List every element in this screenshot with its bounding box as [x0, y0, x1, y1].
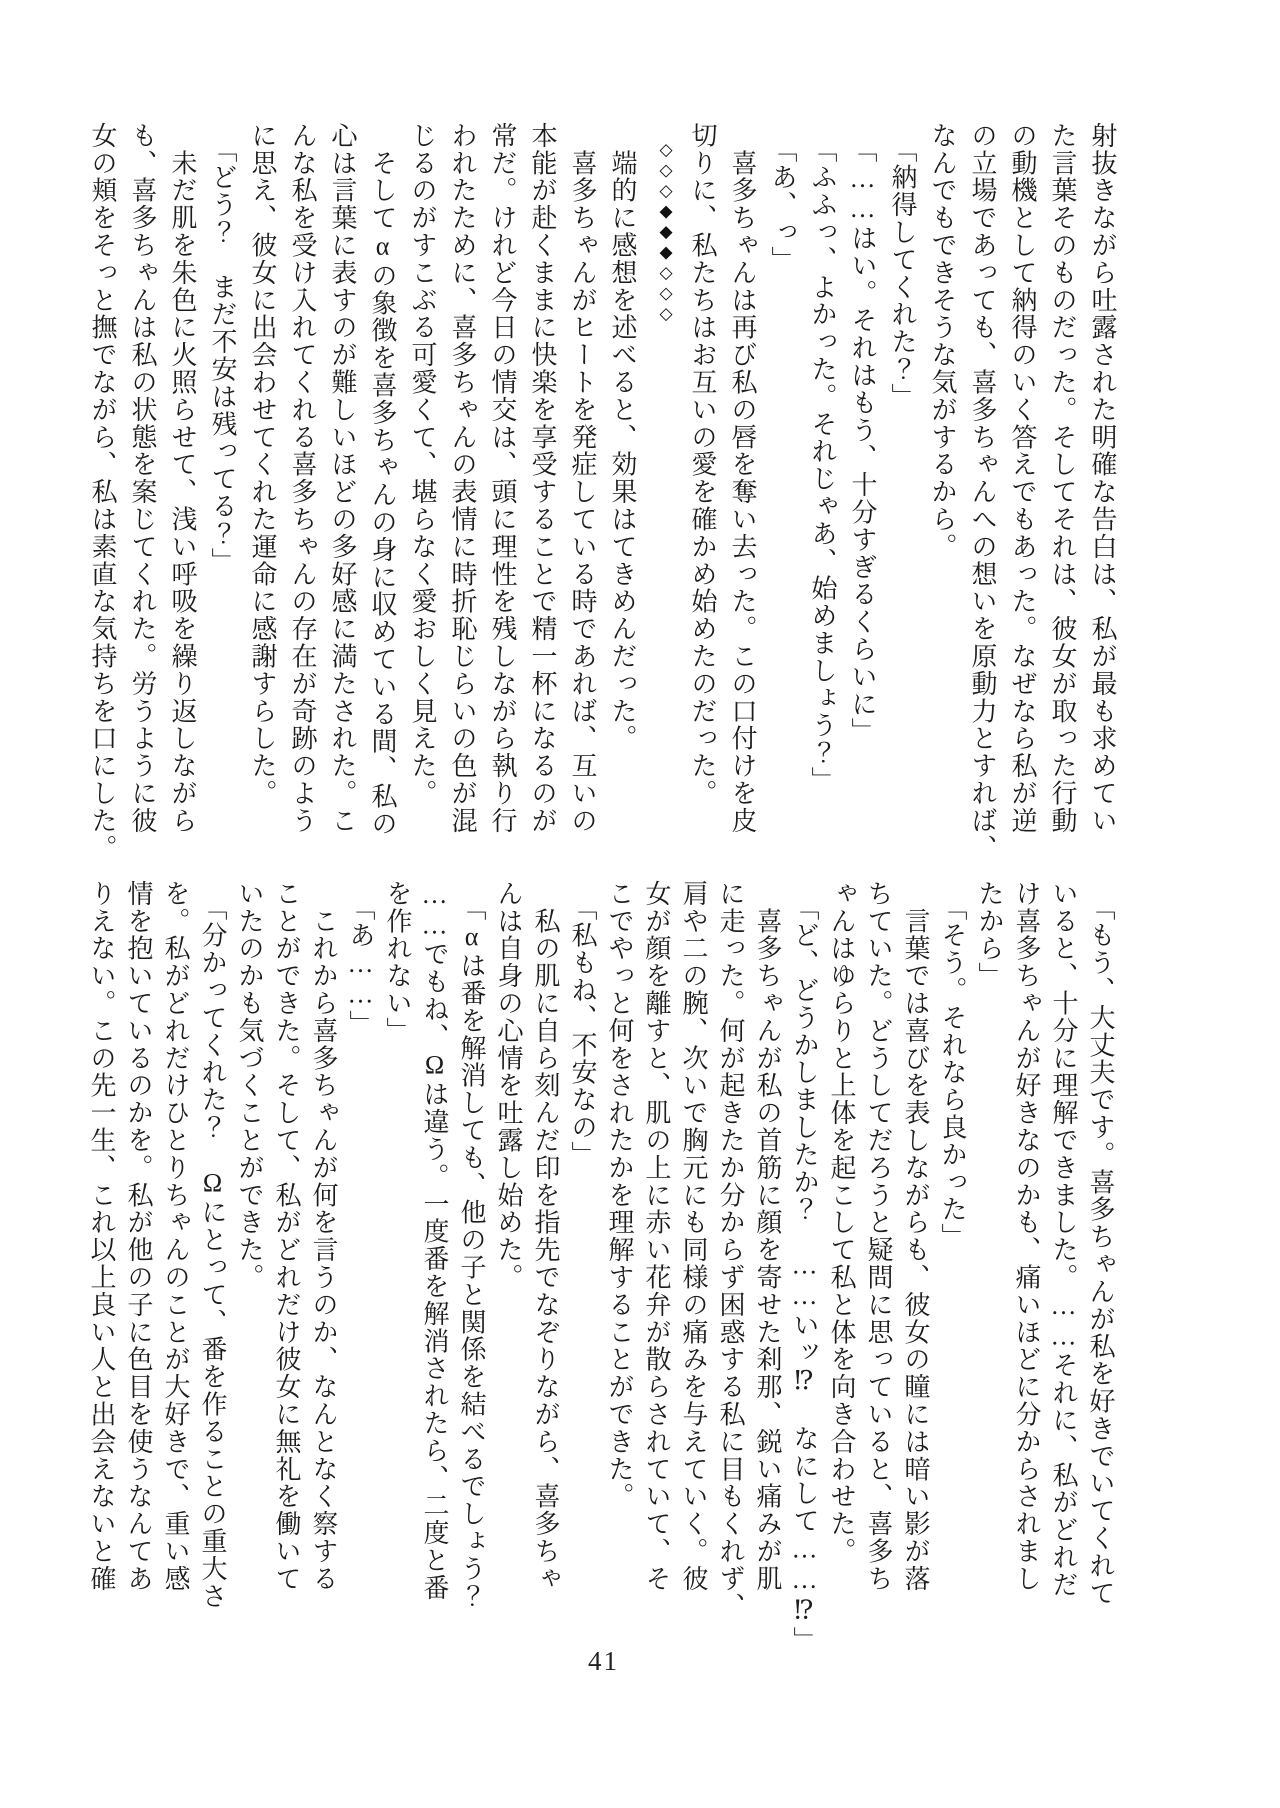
text-column: 「……はい。それはもう、十分すぎるくらいに」: [848, 122, 877, 746]
text-column: ちていた。どうしてだろうと疑問に思っていると、喜多ち: [864, 880, 893, 1593]
text-column: たから」: [975, 880, 1004, 990]
text-column: 切りに、私たちはお互いの愛を確かめ始めたのだった。: [688, 122, 717, 807]
page-number: 41: [588, 1646, 619, 1676]
text-column: 肩や二の腕、次いで胸元にも同様の痛みを与えていく。彼: [679, 880, 708, 1593]
text-column: んな私を受け入れてくれる喜多ちゃんの存在が奇跡のよう: [288, 122, 317, 835]
text-column: 情を抱いているのかを。私が他の子に色目を使うなんてあ: [124, 880, 153, 1593]
top-text-block: [75, 122, 1117, 862]
text-column: りえない。この先一生、これ以上良い人と出会えないと確: [87, 880, 116, 1593]
text-column: 常だ。けれど今日の情交は、頭に理性を残しながら執り行: [488, 122, 517, 835]
text-column: 喜多ちゃんは再び私の唇を奪い去った。この口付けを皮: [728, 122, 757, 835]
text-column: の動機として納得のいく答えでもあった。なぜなら私が逆: [1008, 122, 1037, 835]
text-column: 本能が赴くままに快楽を享受することで精一杯になるのが: [528, 122, 557, 835]
text-column: 端的に感想を述べると、効果はてきめんだった。: [608, 122, 637, 753]
text-column: 「ふふっ、よかった。それじゃあ、始めましょう？」: [808, 122, 837, 794]
text-column: 「私もね、不安なの」: [568, 880, 597, 1169]
text-column: 心は言葉に表すのが難しいほどの多好感に満たされた。こ: [328, 122, 357, 835]
text-column: を作れない」: [383, 880, 412, 1045]
text-column: いると、十分に理解できました。……それに、私がどれだ: [1049, 880, 1078, 1599]
text-column: 「あ……」: [346, 880, 375, 1038]
text-column: 女の頬をそっと撫でながら、私は素直な気持ちを口にした。: [88, 122, 117, 862]
text-column: に走った。何が起きたか分からず困惑する私に目もくれず、: [716, 880, 745, 1620]
text-column: いたのかも気づくことができた。: [235, 880, 264, 1291]
text-column: 女が顔を離すと、肌の上に赤い花弁が散らされていて、そ: [642, 880, 671, 1593]
text-column: 言葉では喜びを表しながらも、彼女の瞳には暗い影が落: [901, 880, 930, 1593]
text-column: 未だ肌を朱色に火照らせて、浅い呼吸を繰り返しながら: [168, 122, 197, 835]
text-column: なんでもできそうな気がするから。: [928, 122, 957, 561]
text-column: んは自身の心情を吐露し始めた。: [494, 880, 523, 1291]
text-column: に思え、彼女に出会わせてくれた運命に感謝すらした。: [248, 122, 277, 807]
text-column: 「ど、どうかしましたか？ ……いッ⁉ なにして……⁉」: [790, 880, 819, 1655]
text-column: 私の肌に自ら刻んだ印を指先でなぞりながら、喜多ちゃ: [531, 880, 560, 1593]
section-divider: ◇◇◇◆◆◆◇◇◇: [657, 140, 676, 325]
text-column: こでやっと何をされたかを理解することができた。: [605, 880, 634, 1511]
text-column: じるのがすこぶる可愛くて、堪らなく愛おしく見えた。: [408, 122, 437, 807]
text-column: ゃんはゆらりと上体を起こして私と体を向き合わせた。: [827, 880, 856, 1565]
text-column: も、喜多ちゃんは私の状態を案じてくれた。労うように彼: [128, 122, 157, 835]
text-column: 「αは番を解消しても、他の子と関係を結べるでしょう？: [457, 880, 486, 1610]
text-column: け喜多ちゃんが好きなのかも、痛いほどに分からされまし: [1012, 880, 1041, 1593]
text-column: た言葉そのものだった。そしてそれは、彼女が取った行動: [1048, 122, 1077, 835]
text-column: 「そう。それなら良かった」: [938, 880, 967, 1251]
text-column: 「あ、っ」: [768, 122, 797, 274]
text-column: ことができた。そして、私がどれだけ彼女に無礼を働いて: [272, 880, 301, 1593]
text-column: 「もう、大丈夫です。喜多ちゃんが私を好きでいてくれて: [1086, 880, 1115, 1607]
text-column: これから喜多ちゃんが何を言うのか、なんとなく察する: [309, 880, 338, 1593]
text-column: 「分かってくれた？ Ωにとって、番を作ることの重大さ: [198, 880, 227, 1610]
text-column: 喜多ちゃんがヒートを発症している時であれば、互いの: [568, 122, 597, 835]
text-column: 「どう？ まだ不安は残ってる？」: [208, 122, 237, 575]
text-column: そしてαの象徴を喜多ちゃんの身に収めている間、私の: [368, 122, 397, 838]
text-column: 射抜きながら吐露された明確な告白は、私が最も求めてい: [1088, 122, 1117, 835]
text-column: 「納得してくれた？」: [888, 122, 917, 411]
text-column: を。私がどれだけひとりちゃんのことが大好きで、重い感: [161, 880, 190, 1593]
bottom-text-block: [77, 880, 1115, 1655]
text-column: の立場であっても、喜多ちゃんへの想いを原動力とすれば、: [968, 122, 997, 862]
text-column: ……でもね、Ωは違う。一度番を解消されたら、二度と番: [420, 880, 449, 1602]
text-column: 喜多ちゃんが私の首筋に顔を寄せた刹那、鋭い痛みが肌: [753, 880, 782, 1593]
text-column: われたために、喜多ちゃんの表情に時折恥じらいの色が混: [448, 122, 477, 835]
